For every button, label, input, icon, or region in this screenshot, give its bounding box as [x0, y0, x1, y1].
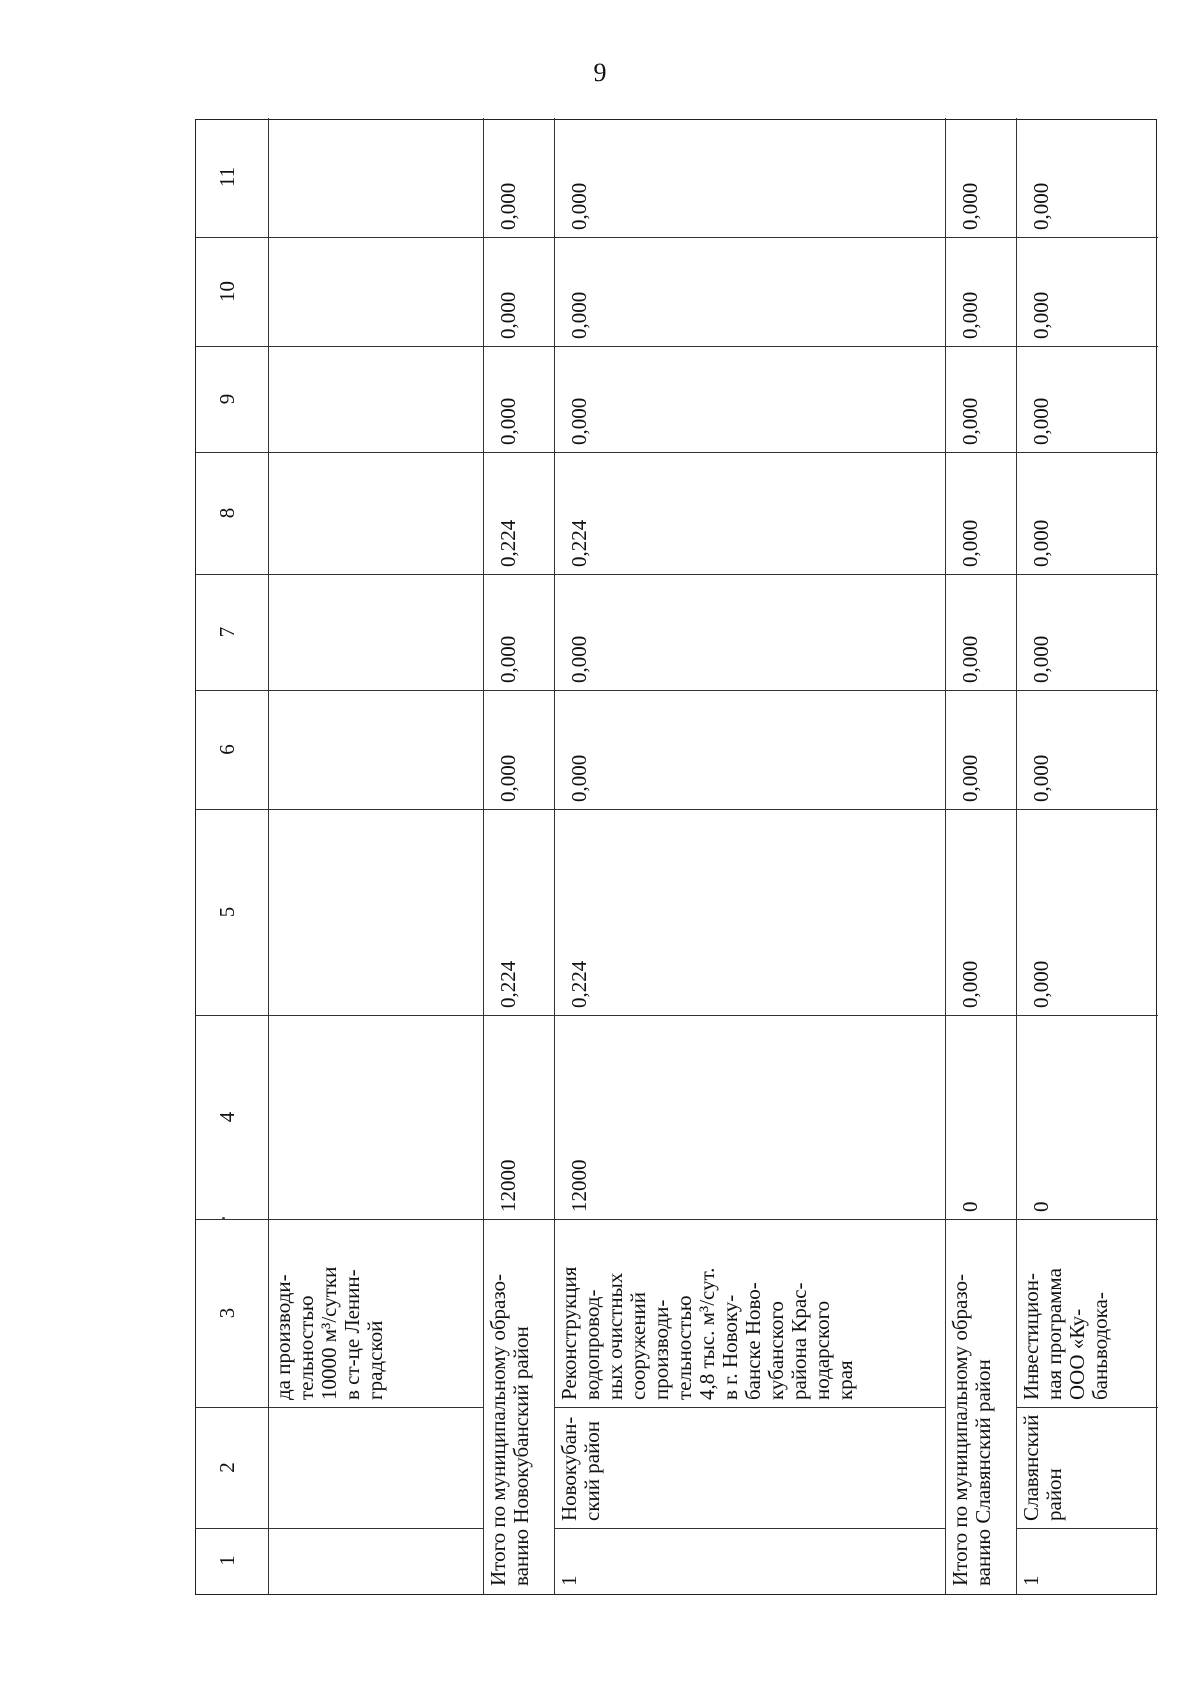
total-label: Итого по муниципальному образо- ванию Славянский район: [948, 1274, 995, 1586]
value-cell-col-9: 0,000: [1029, 397, 1053, 445]
value-cell-col-6: 0,000: [1029, 754, 1053, 802]
column-header-3: 3: [215, 1307, 239, 1319]
district-cell: [268, 1408, 483, 1529]
scan-speck: [222, 1217, 225, 1220]
row-number-cell: 1: [1019, 1575, 1043, 1586]
value-cell-col-5: [268, 810, 483, 1016]
value-cell-col-9: 0,000: [567, 397, 591, 445]
page-number: 9: [593, 58, 607, 87]
value-cell-col-4: [268, 1016, 483, 1220]
table-frame: [195, 119, 1157, 1595]
value-cell-col-5: 0,224: [496, 960, 520, 1008]
district-cell: Славянский район: [1019, 1414, 1066, 1521]
column-header-10: 10: [215, 281, 239, 302]
value-cell-col-8: 0,224: [496, 519, 520, 567]
column-header-2: 2: [215, 1462, 239, 1473]
total-label: Итого по муниципальному образо- ванию Новокубанский район: [486, 1274, 533, 1586]
column-header-6: 6: [215, 744, 239, 755]
value-cell-col-8: 0,000: [958, 519, 982, 567]
row-number-cell: [268, 1529, 483, 1594]
value-cell-col-7: 0,000: [496, 635, 520, 683]
column-header-5: 5: [215, 906, 239, 918]
value-cell-col-7: 0,000: [1029, 635, 1053, 683]
column-header-7: 7: [215, 626, 239, 638]
value-cell-col-9: 0,000: [496, 397, 520, 445]
value-cell-col-7: 0,000: [958, 635, 982, 683]
object-name-cell: Инвестицион- ная программа ООО «Ку- баньводока-: [1019, 1268, 1112, 1400]
value-cell-col-6: 0,000: [958, 754, 982, 802]
value-cell-col-8: 0,000: [1029, 519, 1053, 567]
value-cell-col-8: [268, 453, 483, 575]
column-header-11: 11: [215, 166, 239, 188]
value-cell-col-7: 0,000: [567, 635, 591, 683]
value-cell-col-6: 0,000: [567, 754, 591, 802]
value-cell-col-4: 12000: [567, 1159, 591, 1212]
value-cell-col-10: 0,000: [1029, 291, 1053, 339]
value-cell-col-11: [268, 118, 483, 238]
value-cell-col-4: 12000: [496, 1159, 520, 1212]
object-name-cell: да производи- тельностью 10000 м³/сутки в ст-це Ленин- градской: [271, 1266, 387, 1400]
district-cell: Новокубан- ский район: [557, 1416, 604, 1521]
value-cell-col-9: 0,000: [958, 397, 982, 445]
value-cell-col-5: 0,000: [1029, 960, 1053, 1008]
value-cell-col-11: 0,000: [958, 182, 982, 230]
value-cell-col-7: [268, 575, 483, 691]
value-cell-col-10: 0,000: [958, 291, 982, 339]
value-cell-col-5: 0,000: [958, 960, 982, 1008]
value-cell-col-9: [268, 347, 483, 453]
value-cell-col-4: 0: [1029, 1201, 1053, 1212]
value-cell-col-6: [268, 691, 483, 810]
column-header-4: 4: [215, 1111, 239, 1123]
object-name-cell: Реконструкция водопровод- ных очистных сооружений производи- тельностью 4,8 тыс. м³/сут. в г. Новоку- банске Ново- кубанского района Крас- нодарского края: [557, 1266, 857, 1400]
column-header-9: 9: [215, 393, 239, 405]
value-cell-col-4: 0: [958, 1201, 982, 1212]
budget-table: [195, 119, 1157, 1595]
column-header-8: 8: [215, 507, 239, 519]
value-cell-col-11: 0,000: [567, 182, 591, 230]
value-cell-col-11: 0,000: [496, 182, 520, 230]
value-cell-col-5: 0,224: [567, 960, 591, 1008]
value-cell-col-10: 0,000: [496, 291, 520, 339]
value-cell-col-11: 0,000: [1029, 182, 1053, 230]
value-cell-col-10: [268, 238, 483, 347]
column-header-1: 1: [215, 1555, 239, 1566]
value-cell-col-6: 0,000: [496, 754, 520, 802]
value-cell-col-10: 0,000: [567, 291, 591, 339]
row-number-cell: 1: [557, 1575, 581, 1586]
value-cell-col-8: 0,224: [567, 519, 591, 567]
